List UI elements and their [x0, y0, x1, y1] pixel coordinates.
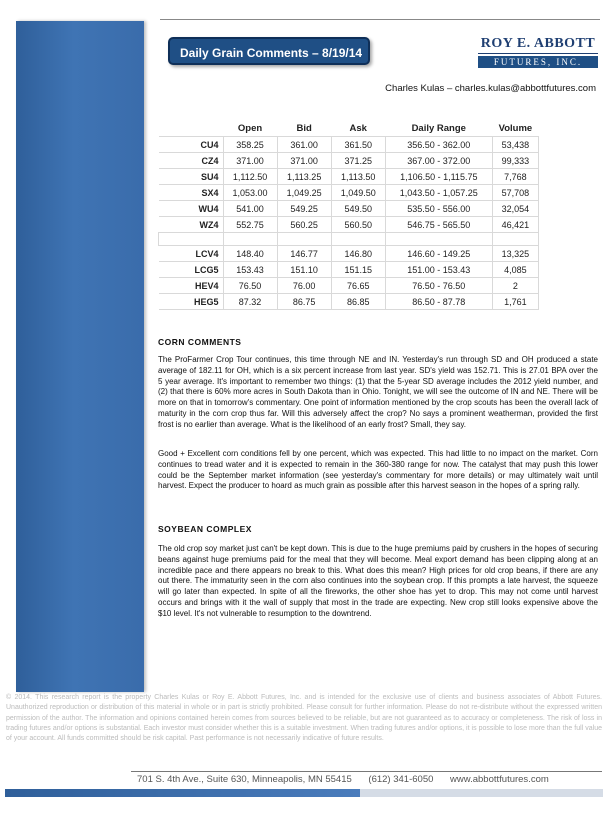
cell-ask: 146.80	[331, 246, 385, 262]
spacer-cell	[223, 233, 277, 246]
cell-bid: 146.77	[277, 246, 331, 262]
cell-open: 76.50	[223, 278, 277, 294]
cell-ask: 151.15	[331, 262, 385, 278]
cell-ask: 560.50	[331, 217, 385, 233]
cell-ask: 371.25	[331, 153, 385, 169]
cell-bid: 549.25	[277, 201, 331, 217]
cell-volume: 4,085	[492, 262, 538, 278]
cell-range: 86.50 - 87.78	[385, 294, 492, 310]
spacer-cell	[331, 233, 385, 246]
cell-range: 146.60 - 149.25	[385, 246, 492, 262]
cell-open: 552.75	[223, 217, 277, 233]
cell-bid: 371.00	[277, 153, 331, 169]
contract-symbol: LCG5	[159, 262, 224, 278]
footer-rule	[131, 771, 602, 772]
contract-symbol: SU4	[159, 169, 224, 185]
table-row	[159, 278, 539, 294]
cell-ask: 1,049.50	[331, 185, 385, 201]
cell-open: 358.25	[223, 137, 277, 153]
header-rule	[160, 19, 600, 20]
footer-phone: (612) 341-6050	[368, 774, 434, 785]
soybean-complex-heading: SOYBEAN COMPLEX	[158, 524, 252, 534]
cell-range: 367.00 - 372.00	[385, 153, 492, 169]
contract-symbol: LCV4	[159, 246, 224, 262]
company-logo	[478, 36, 598, 68]
table-row	[159, 169, 539, 185]
contract-symbol: WU4	[159, 201, 224, 217]
footer	[137, 774, 563, 785]
spacer-cell	[159, 233, 224, 246]
cell-open: 541.00	[223, 201, 277, 217]
cell-volume: 46,421	[492, 217, 538, 233]
column-header-ask: Ask	[349, 122, 367, 134]
contract-symbol: CZ4	[159, 153, 224, 169]
author-line: Charles Kulas – charles.kulas@abbottfutures.com	[385, 83, 596, 94]
cell-open: 153.43	[223, 262, 277, 278]
contract-symbol: WZ4	[159, 217, 224, 233]
table-row	[159, 185, 539, 201]
report-title: Daily Grain Comments – 8/19/14	[168, 37, 370, 65]
cell-range: 151.00 - 153.43	[385, 262, 492, 278]
column-header-range: Daily Range	[411, 122, 466, 134]
cell-volume: 99,333	[492, 153, 538, 169]
cell-ask: 361.50	[331, 137, 385, 153]
logo-main-text: ROY E. ABBOTT	[478, 36, 598, 54]
cell-ask: 549.50	[331, 201, 385, 217]
cell-range: 546.75 - 565.50	[385, 217, 492, 233]
cell-bid: 1,049.25	[277, 185, 331, 201]
cell-open: 1,053.00	[223, 185, 277, 201]
table-row	[159, 246, 539, 262]
cell-range: 76.50 - 76.50	[385, 278, 492, 294]
cell-bid: 560.25	[277, 217, 331, 233]
spacer-cell	[385, 233, 492, 246]
footer-bar	[5, 789, 603, 797]
cell-ask: 1,113.50	[331, 169, 385, 185]
sidebar-decoration	[16, 21, 144, 692]
cell-bid: 86.75	[277, 294, 331, 310]
cell-range: 1,106.50 - 1,115.75	[385, 169, 492, 185]
logo-sub-text: FUTURES, INC.	[478, 56, 598, 68]
table-spacer-row	[159, 233, 539, 246]
cell-range: 535.50 - 556.00	[385, 201, 492, 217]
cell-volume: 13,325	[492, 246, 538, 262]
table-row	[159, 262, 539, 278]
cell-volume: 57,708	[492, 185, 538, 201]
contract-symbol: HEG5	[159, 294, 224, 310]
cell-bid: 1,113.25	[277, 169, 331, 185]
table-row	[159, 137, 539, 153]
cell-bid: 76.00	[277, 278, 331, 294]
spacer-cell	[492, 233, 538, 246]
corn-paragraph-2: Good + Excellent corn conditions fell by one percent, which was expected. This had little to no impact on the market. Corn continues to tread water and it is expected to remain in the 360-380 range for now. The catalyst that may push this lower could be the September market information (see yesterday's commentary for more details) or may ultimately wait until harvest. Expect the producer to hoard as much grain as possible after this harvest season in the hopes of a spring rally.	[158, 449, 598, 491]
cell-open: 148.40	[223, 246, 277, 262]
cell-volume: 32,054	[492, 201, 538, 217]
table-row	[159, 201, 539, 217]
cell-open: 87.32	[223, 294, 277, 310]
table-header-row	[159, 120, 539, 137]
disclaimer-text: © 2014. This research report is the property Charles Kulas or Roy E. Abbott Futures, Inc. and is intended for the exclusive use of clients and business associates of Abbott Futures. Unauthorized reproduction or distribution of this material in whole or in part is strictly prohibited. Please consult for further information. Please do not re-distribute without the expressed written permission of the author. The information and opinions contained herein comes from sources believed to be reliable, but are not guaranteed as to accuracy or completeness. The risk of loss in trading futures and/or options is substantial. Each investor must consider whether this is a suitable investment. When trading futures and/or options, it is possible to lose more than the full value of your account. All funds committed should be risk capital. Past performance is not necessarily indicative of future results.	[6, 694, 602, 743]
cell-ask: 86.85	[331, 294, 385, 310]
cell-volume: 7,768	[492, 169, 538, 185]
cell-volume: 53,438	[492, 137, 538, 153]
corn-comments-heading: CORN COMMENTS	[158, 337, 242, 347]
cell-ask: 76.65	[331, 278, 385, 294]
column-header-bid: Bid	[296, 122, 312, 134]
table-row	[159, 294, 539, 310]
cell-open: 1,112.50	[223, 169, 277, 185]
quotes-table	[158, 120, 539, 310]
table-row	[159, 153, 539, 169]
cell-open: 371.00	[223, 153, 277, 169]
cell-range: 356.50 - 362.00	[385, 137, 492, 153]
column-header-open: Open	[237, 122, 263, 134]
cell-bid: 151.10	[277, 262, 331, 278]
spacer-cell	[277, 233, 331, 246]
soybean-paragraph-1: The old crop soy market just can't be kept down. This is due to the huge premiums paid by crushers in the hopes of securing beans against huge premiums paid for the meal that they will become. Meal export demand has been clipping along at an incredible pace and there appears no break to this. What does this mean? High prices for old crop beans, if there are any out there. The immaturity seen in the corn also continues into the soybean crop. If this prompts a late harvest, the squeeze will go later than expected. In spite of all the fireworks, the other shoe has yet to drop. This may not come until harvest occurs and brings with it the wall of supply that most in the trade are expecting. New crop still looks expensive above the $10 level. It's not vulnerable to resumption to the downtrend.	[158, 544, 598, 618]
cell-bid: 361.00	[277, 137, 331, 153]
corn-paragraph-1: The ProFarmer Crop Tour continues, this time through NE and IN. Yesterday's run through SD and OH produced a state average of 182.11 for OH, which is a six percent increase from last year. SD's yield was 152.71. This is 27.01 BPA over the 5 year average. It's important to remember two things: (1) that the 5-year SD average includes the 2012 yield number, and (2) that there is 60% more acres in South Dakota than in Ohio. Tonight, we will see the outcome of IN and NE. There will be more on that in tomorrow's commentary. One point of information mentioned by the crop scouts has been the overall lack of maturity in the corn crop thus far. Will this adversely affect the crop? No says a prominent weatherman, provided the first frost is no earlier than average. What is the likelihood of an early frost? Small, they say.	[158, 355, 598, 429]
column-header-volume: Volume	[498, 122, 533, 134]
contract-symbol: SX4	[159, 185, 224, 201]
footer-bar-accent	[5, 789, 360, 797]
cell-range: 1,043.50 - 1,057.25	[385, 185, 492, 201]
cell-volume: 2	[492, 278, 538, 294]
footer-address: 701 S. 4th Ave., Suite 630, Minneapolis, MN 55415	[137, 774, 352, 785]
table-row	[159, 217, 539, 233]
contract-symbol: HEV4	[159, 278, 224, 294]
footer-website[interactable]: www.abbottfutures.com	[450, 774, 549, 785]
contract-symbol: CU4	[159, 137, 224, 153]
cell-volume: 1,761	[492, 294, 538, 310]
